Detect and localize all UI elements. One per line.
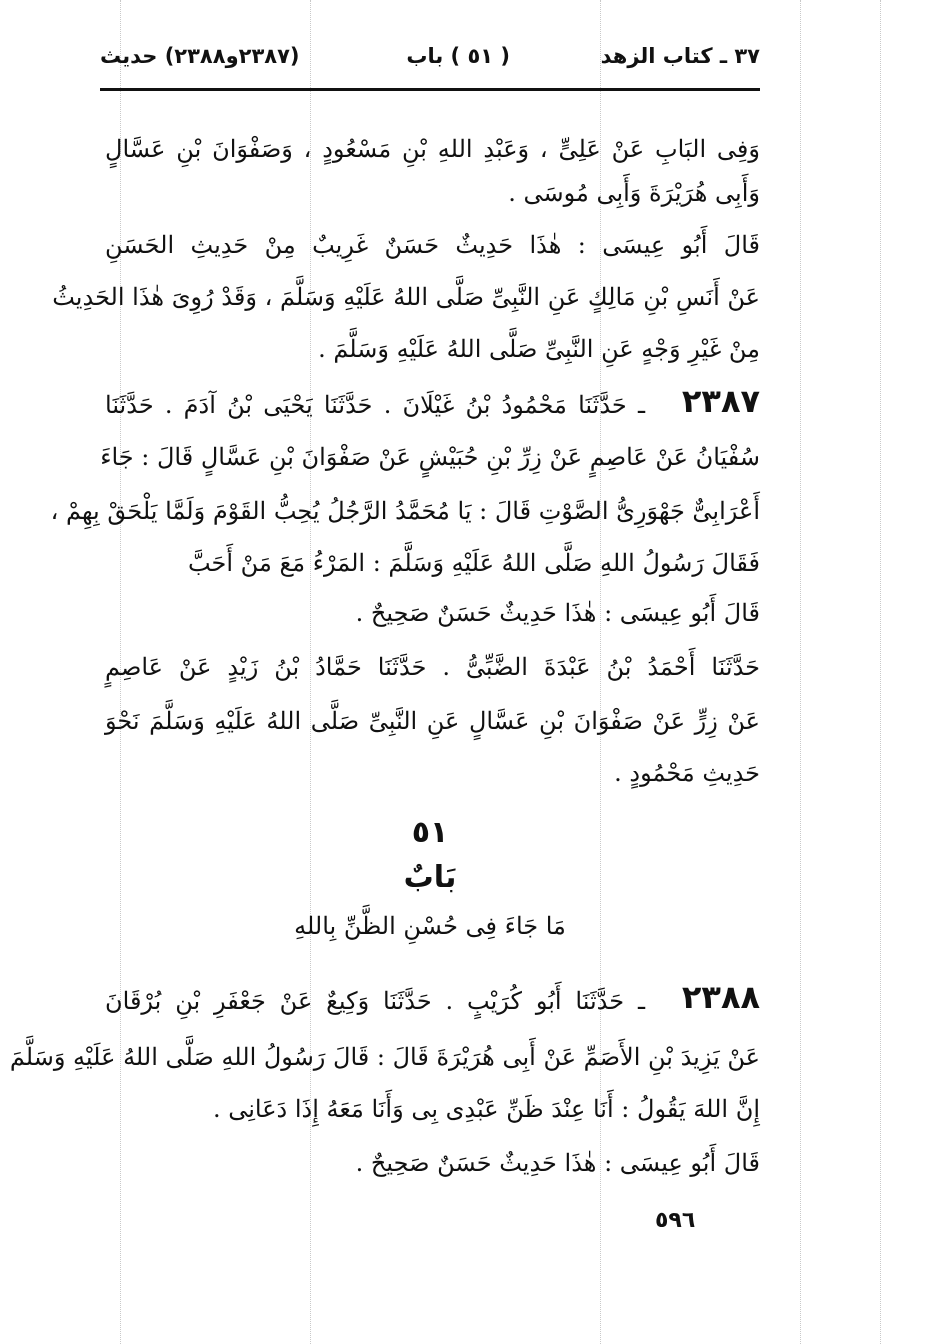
text-line: عَنْ أَنَسِ بْنِ مَالِكٍ عَنِ النَّبِىِّ صَلَّى اللهُ عَلَيْهِ وَسَلَّمَ ، وَقَدْ رُوِىَ هٰذَا الحَدِيثُ (52, 283, 760, 311)
grid-line (880, 0, 881, 1344)
verdict-line: قَالَ أَبُو عِيسَى : هٰذَا حَدِيثٌ حَسَنٌ صَحِيحٌ . (355, 1149, 760, 1177)
text-line: أَعْرَابِىٌّ جَهْوَرِىُّ الصَّوْتِ قَالَ : يَا مُحَمَّدُ الرَّجُلُ يُحِبُّ القَوْمَ وَلَمَّا يَلْحَقْ بِهِمْ ، (50, 497, 760, 525)
text-line: حَدَّثَنَا أَحْمَدُ بْنُ عَبْدَةَ الضَّبِّىُّ . حَدَّثَنَا حَمَّادُ بْنُ زَيْدٍ عَنْ عَاصِمٍ (105, 653, 760, 681)
text-line: وَأَبِى هُرَيْرَةَ وَأَبِى مُوسَى . (508, 179, 760, 207)
text-line: ـ حَدَّثَنَا أَبُو كُرَيْبٍ . حَدَّثَنَا وَكِيعٌ عَنْ جَعْفَرِ بْنِ بُرْقَانَ (105, 987, 645, 1015)
chapter-number: ٥١ (411, 815, 449, 850)
chapter-subtitle: مَا جَاءَ فِى حُسْنِ الظَّنِّ بِاللهِ (294, 912, 566, 940)
chapter-title: بَابٌ (403, 860, 457, 895)
text-line: حَدِيثِ مَحْمُودٍ . (614, 759, 760, 787)
text-line: مِنْ غَيْرِ وَجْهٍ عَنِ النَّبِىِّ صَلَّى اللهُ عَلَيْهِ وَسَلَّمَ . (318, 335, 760, 363)
header-book-title: ٣٧ ـ كتاب الزهد (600, 44, 760, 68)
text-line: عَنْ يَزِيدَ بْنِ الأَصَمِّ عَنْ أَبِى هُرَيْرَةَ قَالَ : قَالَ رَسُولُ اللهِ صَلَّى اللهُ عَلَيْهِ وَسَلَّمَ (9, 1043, 760, 1071)
text-line: عَنْ زِرٍّ عَنْ صَفْوَانَ بْنِ عَسَّالٍ عَنِ النَّبِىِّ صَلَّى اللهُ عَلَيْهِ وَسَلَّمَ نَحْوَ (105, 707, 760, 735)
text-line: قَالَ أَبُو عِيسَى : هٰذَا حَدِيثٌ حَسَنٌ غَرِيبٌ مِنْ حَدِيثِ الحَسَنِ (105, 231, 760, 259)
verdict-line: قَالَ أَبُو عِيسَى : هٰذَا حَدِيثٌ حَسَنٌ صَحِيحٌ . (355, 599, 760, 627)
header-hadith-range: (٢٣٨٧و٢٣٨٨) حديث (100, 44, 300, 68)
text-line: إِنَّ اللهَ يَقُولُ : أَنَا عِنْدَ ظَنِّ عَبْدِى بِى وَأَنَا مَعَهُ إِذَا دَعَانِى . (212, 1095, 760, 1123)
grid-line (800, 0, 801, 1344)
text-line: وَفِى البَابِ عَنْ عَلِىٍّ ، وَعَبْدِ اللهِ بْنِ مَسْعُودٍ ، وَصَفْوَانَ بْنِ عَسَّالٍ (105, 135, 760, 163)
running-header (100, 38, 760, 86)
hadith-number: ٢٣٨٧ (681, 382, 760, 420)
text-line: ـ حَدَّثَنَا مَحْمُودُ بْنُ غَيْلَانَ . حَدَّثَنَا يَحْيَى بْنُ آدَمَ . حَدَّثَنَا (105, 391, 645, 419)
hadith-number: ٢٣٨٨ (681, 978, 760, 1016)
header-chapter: ( ٥١ ) باب (406, 44, 510, 68)
text-line: سُفْيَانُ عَنْ عَاصِمٍ عَنْ زِرِّ بْنِ حُبَيْشٍ عَنْ صَفْوَانَ بْنِ عَسَّالٍ قَالَ : جَاءَ (100, 443, 760, 471)
text-line: فَقَالَ رَسُولُ اللهِ صَلَّى اللهُ عَلَيْهِ وَسَلَّمَ : المَرْءُ مَعَ مَنْ أَحَبَّ (187, 549, 760, 577)
header-rule (100, 88, 760, 91)
page-number: ٥٩٦ (655, 1208, 696, 1233)
